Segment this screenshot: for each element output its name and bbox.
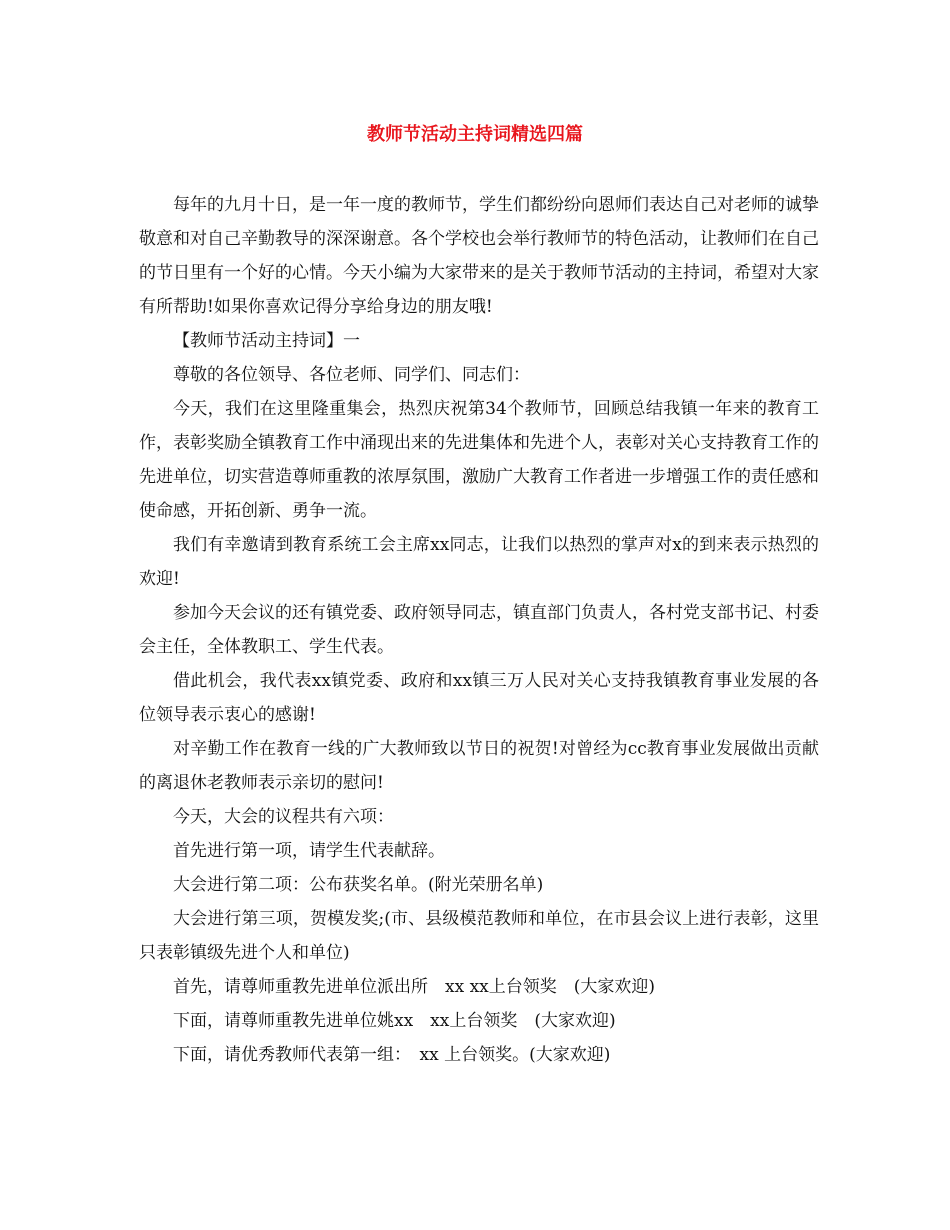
paragraph-award-2: 下面，请尊师重教先进单位姚xx xx上台领奖 (大家欢迎) bbox=[173, 1011, 616, 1031]
paragraph-attendees: 参加今天会议的还有镇党委、政府领导同志，镇直部门负责人，各村党支部书记、村委会主任，全体教职工、学生代表。 bbox=[139, 603, 819, 657]
paragraph-agenda-intro: 今天，大会的议程共有六项： bbox=[173, 807, 394, 827]
paragraph-agenda-item-1: 首先进行第一项，请学生代表献辞。 bbox=[173, 841, 445, 861]
paragraph-award-1: 首先，请尊师重教先进单位派出所 xx xx上台领奖 (大家欢迎) bbox=[173, 977, 656, 997]
document-body bbox=[139, 188, 819, 1072]
paragraph-intro: 每年的九月十日，是一年一度的教师节，学生们都纷纷向恩师们表达自己对老师的诚挚敬意和对自己辛勤教导的深深谢意。各个学校也会举行教师节的特色活动，让教师们在自己的节日里有一个好的心情。今天小编为大家带来的是关于教师节活动的主持词，希望对大家有所帮助!如果你喜欢记得分享给身边的朋友哦! bbox=[139, 195, 819, 317]
paragraph-guest-welcome: 我们有幸邀请到教育系统工会主席xx同志，让我们以热烈的掌声对x的到来表示热烈的欢迎! bbox=[139, 535, 819, 589]
paragraph-salutation: 尊敬的各位领导、各位老师、同学们、同志们： bbox=[173, 365, 530, 385]
paragraph-agenda-item-2: 大会进行第二项：公布获奖名单。(附光荣册名单) bbox=[173, 875, 544, 895]
document-title: 教师节活动主持词精选四篇 bbox=[367, 124, 583, 145]
paragraph-agenda-item-3: 大会进行第三项，贺模发奖;(市、县级模范教师和单位，在市县会议上进行表彰，这里只表彰镇级先进个人和单位) bbox=[139, 909, 819, 963]
paragraph-greetings: 对辛勤工作在教育一线的广大教师致以节日的祝贺!对曾经为cc教育事业发展做出贡献的离退休老教师表示亲切的慰问! bbox=[139, 739, 819, 793]
paragraph-thanks: 借此机会，我代表xx镇党委、政府和xx镇三万人民对关心支持我镇教育事业发展的各位领导表示衷心的感谢! bbox=[139, 671, 819, 725]
paragraph-award-3: 下面，请优秀教师代表第一组： xx 上台领奖。(大家欢迎) bbox=[173, 1045, 611, 1065]
paragraph-section-heading: 【教师节活动主持词】一 bbox=[173, 331, 360, 351]
paragraph-opening: 今天，我们在这里隆重集会，热烈庆祝第34个教师节，回顾总结我镇一年来的教育工作，表彰奖励全镇教育工作中涌现出来的先进集体和先进个人，表彰对关心支持教育工作的先进单位，切实营造尊师重教的浓厚氛围，激励广大教育工作者进一步增强工作的责任感和使命感，开拓创新、勇争一流。 bbox=[139, 399, 819, 521]
